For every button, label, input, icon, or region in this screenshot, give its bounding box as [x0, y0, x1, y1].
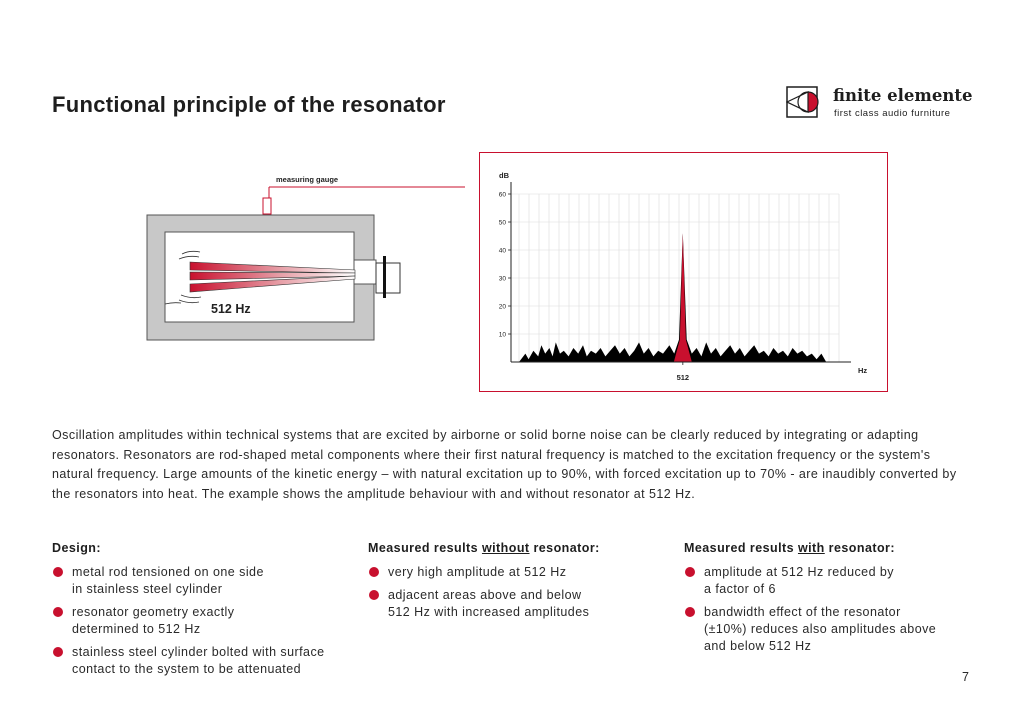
spectrum-chart [479, 152, 888, 392]
bolt [383, 256, 386, 298]
column-heading [52, 541, 352, 555]
mount-plate [376, 263, 400, 293]
y-tick-label: 40 [498, 247, 506, 255]
logo-mark-icon [786, 86, 826, 118]
y-tick-label: 50 [498, 219, 506, 227]
list-item: metal rod tensioned on one side in stainless steel cylinder [52, 564, 352, 598]
y-tick-label: 20 [498, 303, 506, 311]
y-axis-label: dB [499, 171, 509, 180]
column-heading [368, 541, 668, 555]
brand-name: finite elemente [833, 86, 973, 105]
with-resonator-column [684, 541, 984, 661]
brand-logo [786, 84, 971, 124]
resonator-diagram [145, 170, 465, 345]
design-column [52, 541, 352, 684]
list-item: amplitude at 512 Hz reduced by a factor of 6 [684, 564, 984, 598]
heading-emphasis: with [797, 541, 825, 555]
heading-text: Design: [52, 541, 101, 555]
x-axis-label: Hz [858, 366, 868, 375]
column-heading [684, 541, 984, 555]
page-title: Functional principle of the resonator [52, 92, 446, 117]
gauge-label: measuring gauge [276, 175, 339, 184]
list-item: bandwidth effect of the resonator (±10%) reduces also amplitudes above and below 512 Hz [684, 604, 984, 655]
x-tick-label: 512 [676, 373, 690, 382]
without-resonator-column [368, 541, 668, 627]
list-item: very high amplitude at 512 Hz [368, 564, 668, 581]
clamp [354, 260, 376, 284]
y-tick-label: 60 [498, 191, 506, 199]
heading-text: Measured results [684, 541, 798, 555]
list-item: stainless steel cylinder bolted with surface contact to the system to be attenuated [52, 644, 352, 678]
heading-text: Measured results [368, 541, 482, 555]
heading-emphasis: without [481, 541, 530, 555]
list-item: resonator geometry exactly determined to 512 Hz [52, 604, 352, 638]
y-tick-label: 30 [498, 275, 506, 283]
heading-text: resonator: [529, 541, 600, 555]
brand-tagline: first class audio furniture [834, 108, 951, 119]
frequency-label: 512 Hz [211, 302, 251, 316]
description: Oscillation amplitudes within technical systems that are excited by airborne or solid borne noise can be clearly reduced by integrating or adapting resonators. Resonators are rod-shaped metal components where their first natural frequency is matched to the excitation frequency or the system's natural frequency. Large amounts of the kinetic energy – with natural excitation up to 90%, with forced excitation up to 70% - are inaudibly converted by the resonators into heat. The example shows the amplitude behaviour with and without resonator at 512 Hz. [52, 428, 957, 501]
page-number: 7 [962, 670, 969, 684]
y-tick-label: 10 [498, 331, 506, 339]
heading-text: resonator: [824, 541, 895, 555]
measuring-gauge [263, 198, 271, 214]
list-item: adjacent areas above and below 512 Hz with increased amplitudes [368, 587, 668, 621]
